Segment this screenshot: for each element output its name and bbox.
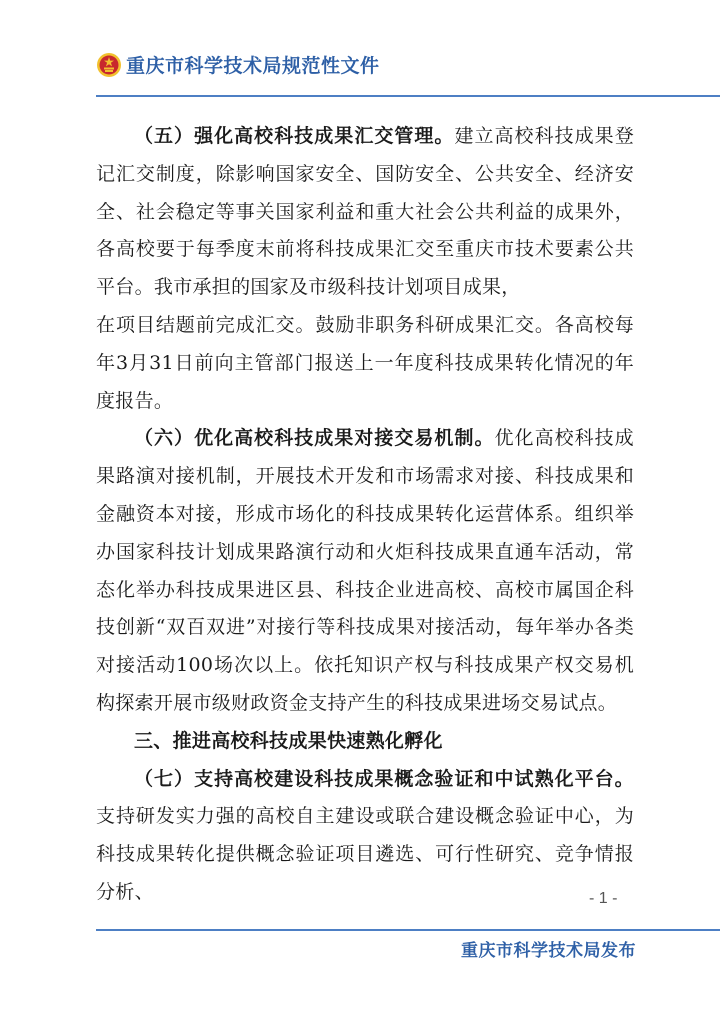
document-body bbox=[96, 118, 634, 912]
paragraph-7-heading: （七）支持高校建设科技成果概念验证和中试熟化平台。 bbox=[134, 767, 634, 790]
header-title: 重庆市科学技术局规范性文件 bbox=[126, 55, 380, 77]
document-header bbox=[0, 0, 720, 100]
section-3-heading: 三、推进高校科技成果快速熟化孵化 bbox=[134, 729, 443, 752]
page-number: - 1 - bbox=[589, 890, 618, 907]
paragraph-5 bbox=[96, 118, 634, 307]
paragraph-5-heading: （五）强化高校科技成果汇交管理。 bbox=[134, 125, 455, 147]
footer-publisher: 重庆市科学技术局发布 bbox=[461, 941, 636, 961]
header-divider bbox=[96, 95, 720, 97]
paragraph-6-text: 优化高校科技成果路演对接机制，开展技术开发和市场需求对接、科技成果和金融资本对接，形成市场化的科技成果转化运营体系。组织举办国家科技计划成果路演行动和火炬科技成果直通车活动，常态化举办科技成果进区县、科技企业进高校、高校市属国企科技创新“双百双进”对接行等科技成果对接活动，每年举办各类对接活动100场次以上。依托知识产权与科技成果产权交易机构探索开展市级财政资金支持产生的科技成果进场交易试点。 bbox=[96, 427, 634, 714]
paragraph-5-text: 建立高校科技成果登记汇交制度，除影响国家安全、国防安全、公共安全、经济安全、社会稳定等事关国家利益和重大社会公共利益的成果外，各高校要于每季度末前将科技成果汇交至重庆市技术要素公共平台。我市承担的国家及市级科技计划项目成果， bbox=[96, 125, 634, 299]
footer-divider bbox=[96, 929, 720, 931]
paragraph-6-heading: （六）优化高校科技成果对接交易机制。 bbox=[134, 427, 495, 450]
paragraph-7 bbox=[96, 761, 634, 912]
national-emblem-icon bbox=[96, 52, 122, 78]
paragraph-6 bbox=[96, 420, 634, 722]
paragraph-5-continued: 在项目结题前完成汇交。鼓励非职务科研成果汇交。各高校每年3月31日前向主管部门报送上一年度科技成果转化情况的年度报告。 bbox=[96, 313, 634, 412]
paragraph-7-text: 支持研发实力强的高校自主建设或联合建设概念验证中心，为科技成果转化提供概念验证项目遴选、可行性研究、竞争情报分析、 bbox=[96, 805, 634, 903]
